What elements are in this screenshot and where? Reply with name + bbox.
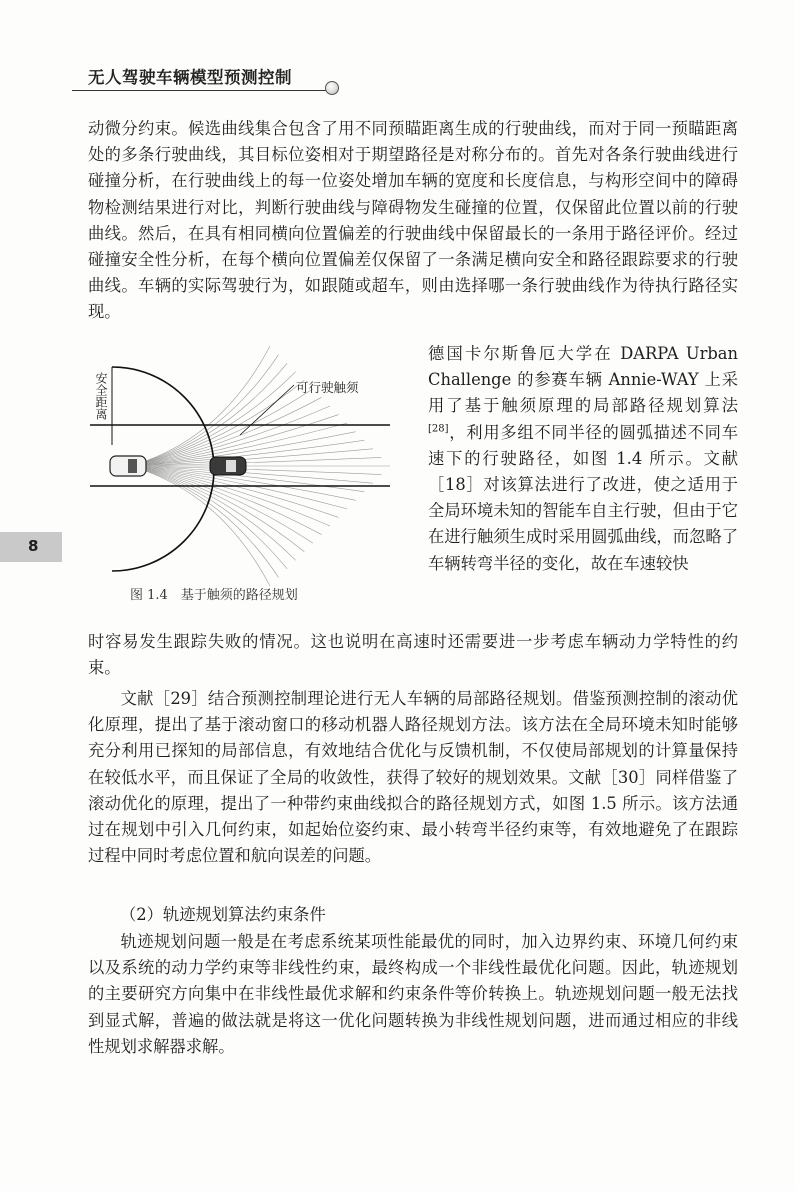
tentacle-curve	[130, 466, 279, 577]
paragraph-right-b: ，利用多组不同半径的圆弧描述不同车速下的行驶路径，如图 1.4 所示。文献［18］对该算法进行了改进，使之适用于全局环境未知的智能车自主行驶，但由于它在进行触须生成时采用圆弧曲线，而忽略了车辆转弯半径的变化，故在车速较快	[428, 422, 738, 573]
header-dot-icon	[325, 81, 339, 95]
paragraph-top: 动微分约束。候选曲线集合包含了用不同预瞄距离生成的行驶曲线，而对于同一预瞄距离处的多条行驶曲线，其目标位姿相对于期望路径是对称分布的。首先对各条行驶曲线进行碰撞分析，在行驶曲线上的每一位姿处增加车辆的宽度和长度信息，与构形空间中的障碍物检测结果进行对比，判断行驶曲线与障碍物发生碰撞的位置，仅保留此位置以前的行驶曲线。然后，在具有相同横向位置偏差的行驶曲线中保留最长的一条用于路径评价。经过碰撞安全性分析，在每个横向位置偏差仅保留了一条满足横向安全和路径跟踪要求的行驶曲线。车辆的实际驾驶行为，如跟随或超车，则由选择哪一条行驶曲线作为待执行路径实现。	[88, 119, 738, 322]
page-number: 8	[28, 537, 39, 555]
obstacle-vehicle	[210, 457, 246, 475]
section-heading: （2）轨迹规划算法约束条件	[120, 905, 326, 924]
tentacle-diagram	[90, 345, 410, 600]
figure-label-safe-distance: 安全距离	[94, 372, 108, 420]
paragraph-2: 文献［29］结合预测控制理论进行无人车辆的局部路径规划。借鉴预测控制的滚动优化原理，提出了基于滚动窗口的移动机器人路径规划方法。该方法在全局环境未知时能够充分利用已探知的局部信息，有效地结合优化与反馈机制，不仅使局部规划的计算量保持在较低水平，而且保证了全局的收敛性，获得了较好的规划效果。文献［30］同样借鉴了滚动优化的原理，提出了一种带约束曲线拟合的路径规划方式，如图 1.5 所示。该方法通过在规划中引入几何约束，如起始位姿约束、最小转弯半径约束等，有效地避免了在跟踪过程中同时考虑位置和航向误差的问题。	[88, 689, 738, 866]
paragraph-continued: 时容易发生跟踪失败的情况。这也说明在高速时还需要进一步考虑车辆动力学特性的约束。	[88, 632, 738, 678]
tentacle-curve	[130, 466, 270, 586]
figure-caption: 图 1.4 基于触须的路径规划	[130, 588, 298, 603]
figure-label-callout: 可行驶触须	[296, 380, 359, 395]
paragraph-right	[428, 341, 738, 577]
header-rule	[72, 90, 326, 91]
tentacle-curve	[130, 466, 287, 569]
callout-leader	[240, 385, 294, 435]
tentacle-curve	[130, 466, 313, 543]
figure-1-4	[90, 345, 410, 600]
paragraph-right-a: 德国卡尔斯鲁厄大学在 DARPA Urban Challenge 的参赛车辆 Annie-WAY 上采用了基于触须原理的局部路径规划算法	[428, 344, 738, 416]
tentacle-curve	[130, 389, 313, 466]
paragraph-3: 轨迹规划问题一般是在考虑系统某项性能最优的同时，加入边界约束、环境几何约束以及系统的动力学约束等非线性约束，最终构成一个非线性最优化问题。因此，轨迹规划的主要研究方向集中在非线性最优求解和约束条件等价转换上。轨迹规划问题一般无法找到显式解，普遍的做法就是将这一优化问题转换为非线性规划问题，进而通过相应的非线性规划求解器求解。	[88, 932, 738, 1056]
host-vehicle	[110, 456, 146, 476]
tentacle-curve	[130, 363, 287, 466]
page-header-title: 无人驾驶车辆模型预测控制	[88, 68, 292, 87]
tentacle-curve	[130, 346, 270, 466]
citation-28: [28]	[428, 423, 449, 435]
tentacle-curve	[130, 355, 279, 466]
